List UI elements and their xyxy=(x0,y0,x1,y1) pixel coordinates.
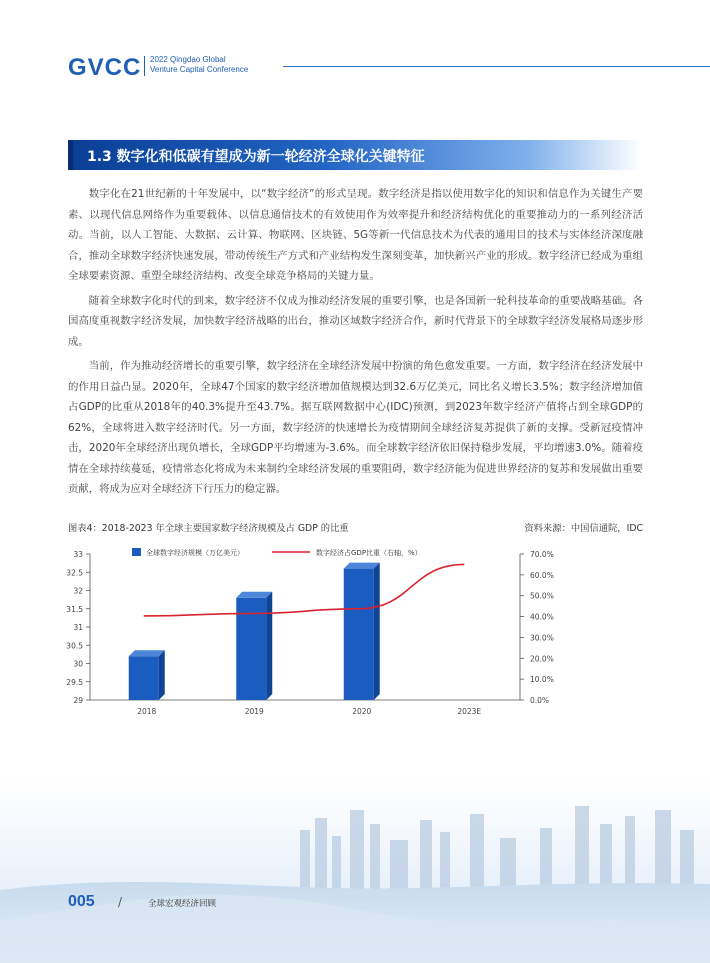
bar-series xyxy=(129,563,380,700)
chapter-name: 全球宏观经济回顾 xyxy=(148,899,217,909)
right-tick-label: 30.0% xyxy=(530,633,554,643)
left-tick-label: 31 xyxy=(73,623,83,632)
right-tick-label: 10.0% xyxy=(530,675,554,685)
left-tick-label: 29 xyxy=(73,696,83,705)
city-skyline-image xyxy=(0,780,710,963)
left-tick-label: 33 xyxy=(73,550,83,559)
right-tick-label: 0.0% xyxy=(530,696,550,705)
combo-chart xyxy=(60,540,580,730)
bar-top-2018 xyxy=(129,650,165,656)
x-tick-label: 2019 xyxy=(244,707,264,716)
x-tick-label: 2023E xyxy=(457,707,482,716)
left-tick-label: 32 xyxy=(73,586,83,596)
section-title: 1.3 数字化和低碳有望成为新一轮经济全球化关键特征 xyxy=(87,149,425,165)
bar-2020 xyxy=(344,569,374,700)
paragraph: 数字化在21世纪新的十年发展中，以“数字经济”的形式呈现。数字经济是指以使用数字化的知识和信息作为关键生产要素、以现代信息网络作为重要载体、以信息通信技术的有效使用作为效率提升和经济结构优化的重要推动力的一系列经济活动。当前，以人工智能、大数据、云计算、物联网、区块链、5G等新一代信息技术为代表的通用目的技术与实体经济深度融合，推动全球数字经济快速发展，带动传统生产方式和产业结构发生深刻变革，加快新兴产业的形成。数字经济已经成为重组全球要素资源、重塑全球经济结构、改变全球竞争格局的关键力量。 xyxy=(68,188,643,282)
legend-bar-label: 全球数字经济规模（万亿美元） xyxy=(146,549,244,557)
legend-line-label: 数字经济占GDP比重（右轴，%） xyxy=(316,549,422,557)
right-tick-label: 20.0% xyxy=(530,654,554,664)
section-title-bar xyxy=(68,140,641,170)
right-tick-label: 50.0% xyxy=(530,591,554,601)
line-path xyxy=(144,564,465,616)
bar-top-2020 xyxy=(344,563,380,569)
figure-source: 资料来源：中国信通院，IDC xyxy=(524,523,643,534)
paragraph: 当前，作为推动经济增长的重要引擎，数字经济在全球经济发展中扮演的角色愈发重要。一方面，数字经济在经济发展中的作用日益凸显。2020年，全球47个国家的数字经济增加值规模达到32.6万亿美元，同比名义增长3.5%；数字经济增加值占GDP的比重从2018年的40.3%提升至43.7%。据互联网数据中心(IDC)预测，到2023年数字经济产值将占到全球GDP的62%，全球将进入数字经济时代。另一方面，数字经济的快速增长为疫情期间全球经济复苏提供了新的支撑。受新冠疫情冲击，2020年全球经济出现负增长，全球GDP平均增速为-3.6%。而全球数字经济依旧保持稳步发展，平均增速3.0%。随着疫情在全球持续蔓延，疫情常态化将成为未来制约全球经济发展的重要阻碍，数字经济能为促进世界经济的复苏和发展做出重要贡献，将成为应对全球经济下行压力的稳定器。 xyxy=(68,360,643,495)
left-tick-label: 30.5 xyxy=(66,641,83,651)
legend-bar-swatch xyxy=(132,548,141,556)
conference-name-line2: Venture Capital Conference xyxy=(150,65,249,74)
header-rule xyxy=(283,66,710,67)
right-tick-label: 60.0% xyxy=(530,570,554,580)
page-header xyxy=(68,52,710,82)
bar-side-2018 xyxy=(159,650,165,700)
gvcc-logo: GVCC xyxy=(68,54,142,81)
right-tick-label: 70.0% xyxy=(530,550,554,559)
left-tick-label: 30 xyxy=(73,659,83,669)
x-tick-label: 2020 xyxy=(352,707,372,716)
left-tick-label: 32.5 xyxy=(66,568,83,578)
line-series xyxy=(144,564,465,616)
left-tick-label: 29.5 xyxy=(66,677,83,687)
right-tick-label: 40.0% xyxy=(530,612,554,622)
bar-top-2019 xyxy=(236,592,272,598)
figure-caption-row xyxy=(68,520,643,536)
bar-2018 xyxy=(129,656,159,700)
paragraph: 随着全球数字化时代的到来，数字经济不仅成为推动经济发展的重要引擎，也是各国新一轮科技革命的重要战略基础。各国高度重视数字经济发展，加快数字经济战略的出台，推动区域数字经济合作，新时代背景下的全球数字经济发展格局逐步形成。 xyxy=(68,294,643,348)
figure-caption: 图表4：2018-2023 年全球主要国家数字经济规模及占 GDP 的比重 xyxy=(68,523,349,534)
body-text xyxy=(68,184,643,504)
right-y-axis xyxy=(520,550,554,705)
page-number: 005 xyxy=(68,893,95,910)
x-tick-label: 2018 xyxy=(137,707,157,716)
logo-divider xyxy=(144,56,145,76)
conference-name-line1: 2022 Qingdao Global xyxy=(150,55,226,64)
left-tick-label: 31.5 xyxy=(66,604,83,614)
footer-divider: / xyxy=(118,895,123,909)
x-axis-labels xyxy=(137,707,481,716)
chart-legend xyxy=(132,548,422,558)
bar-side-2019 xyxy=(266,592,272,700)
bar-side-2020 xyxy=(374,563,380,700)
conference-name xyxy=(150,55,248,75)
